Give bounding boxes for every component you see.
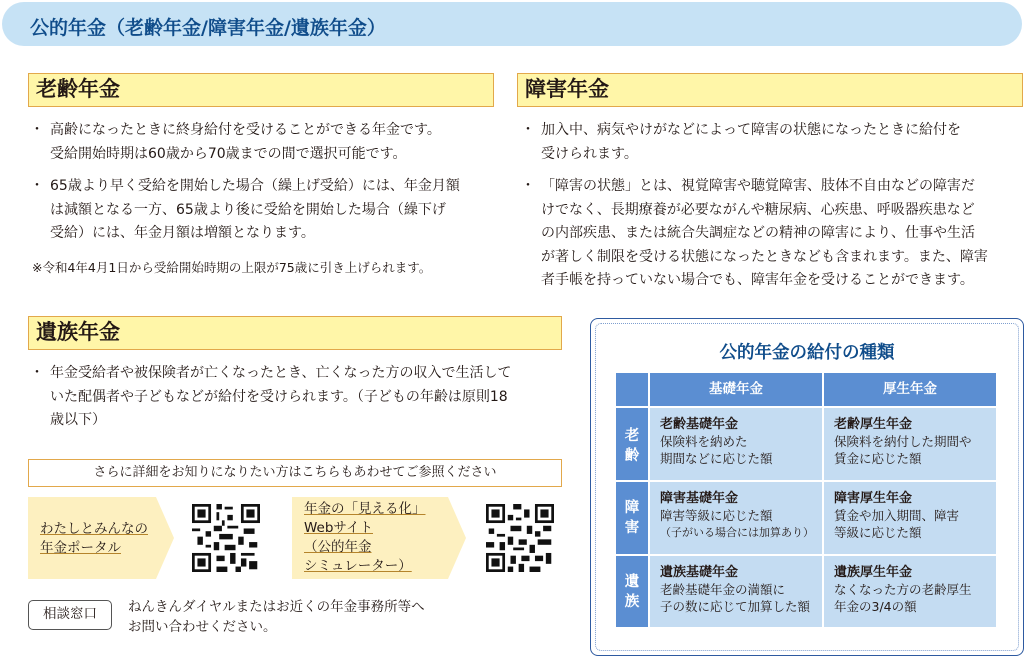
- old-age-bullet-2: ・ 65歳より早く受給を開始した場合（繰上げ受給）には、年金月額 は減額となる一方、65歳より後に受給を開始した場合（繰下げ 受給）には、年金月額は増額となります。: [28, 175, 508, 246]
- benefit-types-table: [616, 373, 996, 627]
- table-cell: 老齢厚生年金 保険料を納付した期間や 賃金に応じた額: [824, 408, 996, 480]
- column-header-employee: 厚生年金: [824, 373, 996, 406]
- old-age-bullet-1: ・ 高齢になったときに終身給付を受けることができる年金です。 受給開始時期は60歳から70歳までの間で選択可能です。: [28, 119, 508, 166]
- survivor-heading: 遺族年金: [28, 316, 562, 350]
- table-cell: 老齢基礎年金 保険料を納めた 期間などに応じた額: [650, 408, 822, 480]
- table-cell: 遺族厚生年金 なくなった方の老齢厚生 年金の3/4の額: [824, 556, 996, 627]
- old-age-note: ※令和4年4月1日から受給開始時期の上限が75歳に引き上げられます。: [32, 260, 432, 275]
- row-header-survivor: 遺 族: [616, 556, 648, 627]
- row-header-old-age: 老 齢: [616, 408, 648, 480]
- simulator-link[interactable]: 年金の「見える化」 Webサイト （公的年金 シミュレーター）: [304, 501, 426, 574]
- page-subtitle: （老齢年金/障害年金/遺族年金）: [106, 17, 386, 39]
- consultation-text: ねんきんダイヤルまたはお近くの年金事務所等へ お問い合わせください。: [128, 599, 425, 635]
- row-header-disability: 障 害: [616, 482, 648, 554]
- table-cell: 障害基礎年金 障害等級に応じた額 （子がいる場合には加算あり）: [650, 482, 822, 554]
- disability-heading: 障害年金: [517, 73, 1023, 107]
- portal-link[interactable]: わたしとみんなの 年金ポータル: [40, 521, 148, 556]
- portal-qr-code[interactable]: [192, 504, 260, 572]
- benefit-types-title: 公的年金の給付の種類: [719, 343, 895, 363]
- table-cell: 遺族基礎年金 老齢基礎年金の満額に 子の数に応じて加算した額: [650, 556, 822, 627]
- simulator-qr-code[interactable]: [486, 504, 554, 572]
- disability-bullet-2: ・ 「障害の状態」とは、視覚障害や聴覚障害、肢体不自由などの障害だ けでなく、長期療養が必要ながんや糖尿病、心疾患、呼吸器疾患など の内部疾患、または統合失調症などの精神の障害により、仕事や生活 が著しく制限を受ける状態になったときなども含まれます。また、障害 者手帳を持っていない場合でも、障害年金を受けることができます。: [519, 175, 1025, 293]
- table-corner: [616, 373, 648, 406]
- table-cell: 障害厚生年金 賃金や加入期間、障害 等級に応じた額: [824, 482, 996, 554]
- old-age-heading: 老齢年金: [28, 73, 494, 107]
- consultation-label: 相談窓口: [28, 600, 112, 630]
- disability-bullet-1: ・ 加入中、病気やけがなどによって障害の状態になったときに給付を 受けられます。: [519, 119, 1025, 166]
- more-info-box: さらに詳細をお知りになりたい方はこちらもあわせてご参照ください: [28, 459, 562, 487]
- survivor-bullet-1: ・ 年金受給者や被保険者が亡くなったとき、亡くなった方の収入で生活して いた配偶者や子どもなどが給付を受けられます。（子どもの年齢は原則18 歳以下）: [28, 362, 588, 433]
- column-header-basic: 基礎年金: [650, 373, 822, 406]
- page-banner: [2, 2, 1022, 46]
- page-title: 公的年金（老齢年金/障害年金/遺族年金）: [30, 17, 386, 39]
